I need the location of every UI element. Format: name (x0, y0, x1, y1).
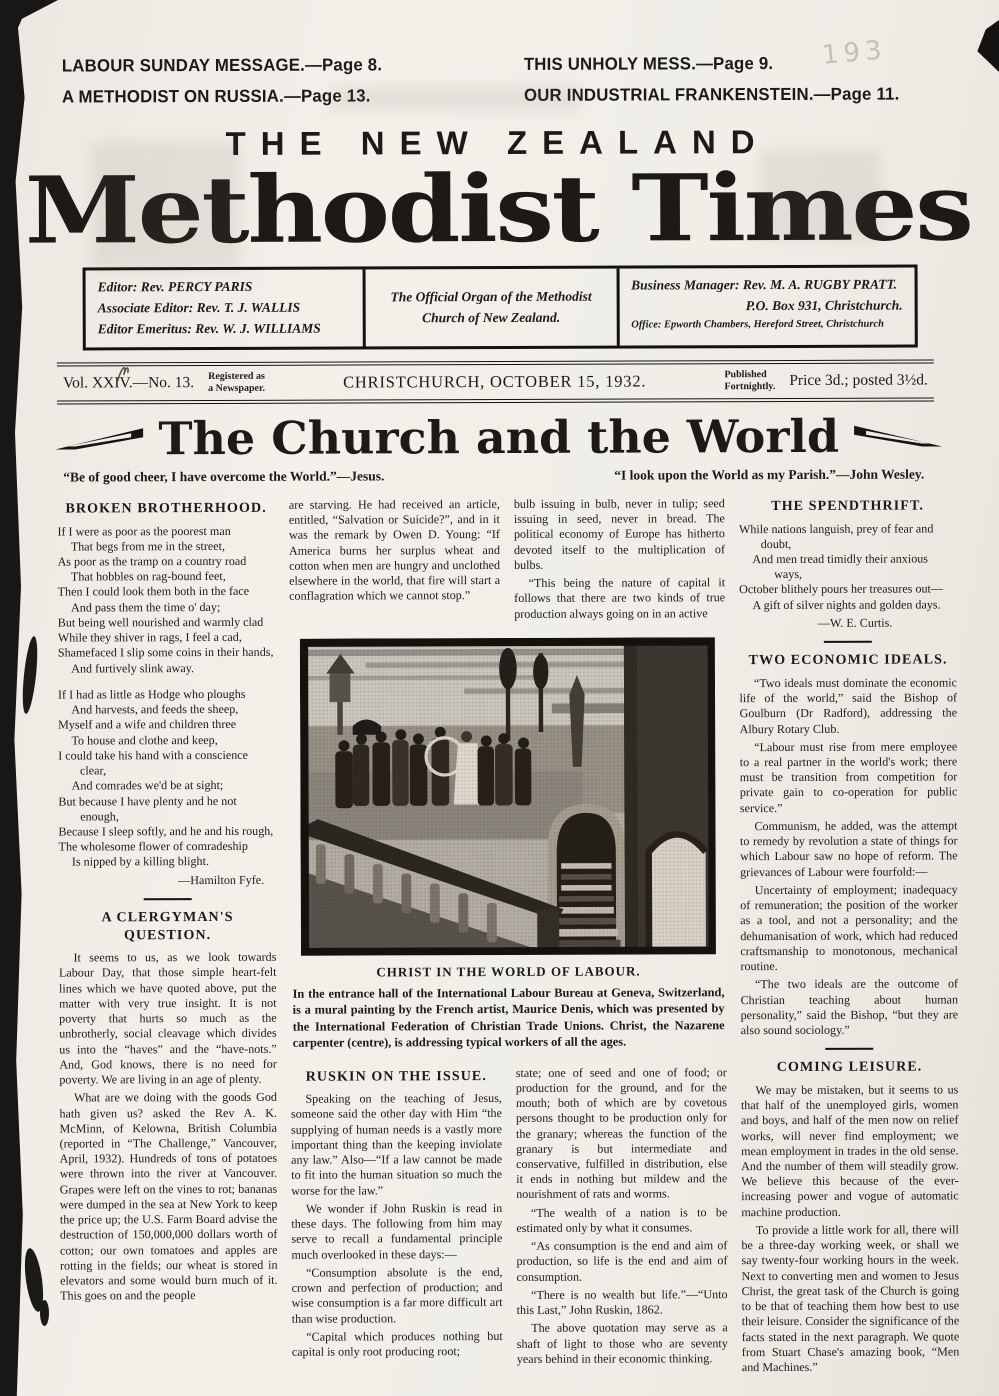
poem-line: Myself and a wife and children three (58, 717, 237, 732)
paragraph: “Labour must rise from mere employee to a real partner in the world's work; there must be transition from competition for private gain to co-operation for public service.” (739, 739, 958, 815)
section-header (0, 409, 998, 485)
article-coming-leisure (741, 1082, 960, 1375)
registered-note: Registered as a Newspaper. (208, 370, 266, 394)
editor-line: Associate Editor: Rev. T. J. WALLIS (97, 299, 301, 316)
business-cell (619, 268, 915, 346)
section-divider (825, 1048, 873, 1050)
poem-line: The wholesome flower of comradeship (58, 839, 248, 854)
poem-line: And men tread timidly their anxious ways, (752, 551, 929, 582)
dateline-bar (57, 359, 934, 404)
column-2-bottom (291, 1066, 503, 1380)
scan-blemish (40, 1300, 49, 1326)
editors-cell (86, 270, 364, 348)
poem-broken-brotherhood (57, 523, 276, 870)
article-title: A CLERGYMAN'S QUESTION. (101, 909, 234, 943)
ornament-left-icon (53, 426, 145, 452)
paragraph: “Capital which produces nothing but capital is only root producing root; (291, 1328, 503, 1359)
article-clergymans-question (59, 950, 278, 1304)
published-note: Published Fortnightly. (724, 368, 776, 393)
bleed-through-ghost (330, 86, 580, 110)
pen-mark (115, 362, 137, 382)
poem-title: THE SPENDTHRIFT. (771, 498, 924, 514)
paragraph: To provide a little work for all, there will be a three-day working week, or shall we say twenty-four working hours in the week. Next to converting men and women to Jesus Christ, the great task of the Church is going to be that of teaching them how best to use their leisure. Consider the significance of the facts stated in the next paragraph. We quote from Stuart Chase's amazing book, “Men and Machines.” (741, 1222, 960, 1375)
promo-headline: THIS UNHOLY MESS.—Page 9. (524, 53, 774, 74)
poem-line: While nations languish, prey of fear and doubt, (738, 521, 934, 551)
business-line: P.O. Box 931, Christchurch. (745, 297, 903, 314)
article-body (57, 495, 959, 1380)
poem-line: Shamefaced I slip some coins in their hands, (57, 645, 274, 660)
article-title: TWO ECONOMIC IDEALS. (748, 652, 948, 669)
article-title: COMING LEISURE. (776, 1059, 923, 1076)
poem-line: To house and clothe and keep, (71, 732, 218, 748)
poem-line: While they shiver in rags, I feel a cad, (57, 630, 242, 645)
poem-line: If I had as little as Hodge who ploughs (57, 686, 246, 702)
poem-line: That begs from me in the street, (70, 538, 225, 554)
editor-line: Editor: Rev. PERCY PARIS (97, 279, 253, 295)
editor-line: Editor Emeritus: Rev. W. J. WILLIAMS (97, 320, 321, 337)
article-two-economic-ideals (739, 675, 958, 1038)
promo-headline: A METHODIST ON RUSSIA.—Page 13. (61, 85, 371, 107)
poem-author: —W. E. Curtis. (817, 615, 893, 630)
poem-spendthrift (739, 521, 957, 613)
poem-line: But being well nourished and warmly clad (57, 614, 264, 630)
poem-line: As poor as the tramp on a country road (57, 553, 247, 569)
paragraph: state; one of seed and one of food; or production for the ground, and for the mouth; both of which are by covetous persons thought to be production only for the granary; whereas the function of the granary is but intermediate and conservative, fulfilled in distribution, else it ends in nothing but mildew and the nourishment of rats and worms. (515, 1064, 728, 1202)
place-and-date: CHRISTCHURCH, OCTOBER 15, 1932. (343, 371, 647, 392)
paragraph: “The two ideals are the outcome of Christian teaching about human personality,” said the Bishop, “but they are also sound sociology.” (740, 976, 959, 1038)
quote-right: “I look upon the World as my Parish.”—John Wesley. (614, 466, 925, 483)
poem-author: —Hamilton Fyfe. (178, 872, 265, 887)
poem-line: And harvests, and feeds the sheep, (71, 702, 239, 717)
business-line: Business Manager: Rev. M. A. RUGBY PRATT. (631, 276, 897, 293)
column-2-top (289, 497, 500, 635)
section-divider (824, 641, 872, 643)
official-organ-cell: The Official Organ of the Methodist Church of New Zealand. (363, 269, 619, 347)
poem-line: If I were as poor as the poorest man (57, 523, 231, 539)
paragraph: It seems to us, as we look towards Labour Day, that those simple heart-felt lines which we have quoted above, put the matter with very true insight. It is not poverty that hurts so much as the unbrotherly, social cleavage which divides us into the “haves” and the “have-nots.” And, God knows, there is no need for poverty. We are living in an age of plenty. (58, 949, 277, 1087)
poem-title: BROKEN BROTHERHOOD. (65, 500, 267, 517)
poem-line: A gift of silver nights and golden days. (752, 597, 941, 612)
section-divider (143, 898, 191, 900)
quote-left: “Be of good cheer, I have overcome the World.”—Jesus. (63, 468, 385, 485)
column-3-bottom (516, 1065, 728, 1379)
paragraph: “Two ideals must dominate the economic life of the world,” said the Bishop of Goulburn (Dr Radford), addressing the Albury Rotary Club. (739, 675, 958, 736)
bleed-through-ghost (92, 142, 240, 270)
poem-line (58, 676, 276, 688)
masthead-title: Methodist Times (24, 153, 972, 265)
paragraph: “As consumption is the end and aim of production, so life is the end and aim of consumption. (516, 1238, 728, 1284)
volume-number: Vol. XXIV.—No. 13. (63, 374, 194, 392)
column-3-top (514, 496, 725, 634)
paragraph: “The wealth of a nation is to be estimated only by what it consumes. (516, 1204, 728, 1235)
mural-photo (299, 637, 716, 956)
figure-caption-title: CHRIST IN THE WORLD OF LABOUR. (376, 963, 641, 980)
poem-line: I could take his hand with a conscience clear, (58, 747, 249, 778)
poem-line: And furtively slink away. (71, 660, 195, 676)
poem-line: And comrades we'd be at sight; (71, 778, 224, 793)
promo-headline: OUR INDUSTRIAL FRANKENSTEIN.—Page 11. (524, 83, 900, 105)
article-ruskin (291, 1091, 503, 1360)
paragraph: Communism, he added, was the attempt to remedy by revolution a state of things for which Labour saw no hope of reform. The grievances of Labour were fourfold:— (739, 818, 958, 879)
figure-block (289, 633, 726, 1066)
poem-line: Because I sleep softly, and he and his rough, (58, 823, 274, 839)
archive-page-number: 193 (821, 35, 889, 71)
poem-line: But because I have plenty and he not enough, (58, 793, 237, 824)
poem-line: October blithely pours her treasures out— (739, 581, 944, 597)
paragraph: We may be mistaken, but it seems to us that half of the unemployed girls, women and boys, and half of the men now on relief works, will never find employment; we mean employment in trades in the old sense. And the number of them will steadily grow. We believe this because of the ever-increasing power and vogue of automatic machine production. (740, 1082, 959, 1219)
column-4 (739, 495, 960, 1378)
staff-info-box (83, 265, 918, 351)
column-1 (57, 498, 278, 1381)
paragraph: “This being the nature of capital it follows that there are two kinds of true production always going on in an active (514, 575, 726, 621)
business-line: Office: Epworth Chambers, Hereford Street, Christchurch (631, 318, 884, 331)
poem-line: That hobbles on rag-bound feet, (70, 569, 226, 584)
paragraph: What are we doing with the goods God hath given us? asked the Rev A. K. McMinn, of Kelowna, British Columbia (reported in “The Challenge,” Vancouver, April, 1932). Hundreds of tons of potatoes were thrown into the river at Vancouver. Grapes were left on the vines to rot; bananas were dumped in the sea at New York to keep the price up; the U.S. Farm Board advise the destruction of 150,000,000 dollars worth of cotton; our own tomatoes and apples are rotting in the fields; our wheat is stored in elevators and some would burn much of it. This goes on and the people (59, 1090, 278, 1303)
paragraph: are starving. He had received an article, entitled, “Salvation or Suicide?”, and in it was the remark by Owen D. Young: “If America burns her surplus wheat and cotton when men are hungry and unclothed elsewhere in the world, that fire will start a conflagration which we cannot stop.” (288, 496, 501, 604)
masthead-kicker: THE NEW ZEALAND (225, 123, 770, 162)
paragraph: Uncertainty of employment; inadequacy of remuneration; the position of the worker as a tool, and not a personality; and the dehumanisation of work, which had reduced craftsmanship to monotonous, mechanical routine. (740, 882, 958, 974)
paragraph: “There is no wealth but life.”—“Unto this Last,” John Ruskin, 1862. (516, 1287, 728, 1318)
section-title: The Church and the World (158, 409, 839, 466)
paragraph: We wonder if John Ruskin is read in these days. The following from him may serve to recall a fundamental principle much overlooked in these days:— (291, 1200, 503, 1262)
bleed-through-ghost (760, 150, 880, 240)
poem-line: Is nipped by a killing blight. (71, 854, 209, 869)
ornament-right-icon (852, 423, 944, 449)
paragraph: Speaking on the teaching of Jesus, someone said the other day with Him “the supplying of human needs is a vastly more important thing than the keeping inviolate any law.” Also—“If a law cannot be made to fit into the human situation so much the worse for the law.” (290, 1091, 503, 1198)
paragraph: “Consumption absolute is the end, crown and perfection of production; and wise consumption is a far more difficult art than wise production. (291, 1264, 503, 1326)
paragraph: bulb issuing in bulb, never in tulip; seed issuing in seed, never in bread. The political economy of Europe has hitherto devoted itself to the multiplication of bulbs. (513, 496, 726, 572)
article-title: RUSKIN ON THE ISSUE. (305, 1068, 487, 1085)
figure-caption: In the entrance hall of the International Labour Bureau at Geneva, Switzerland, is a mural painting by the French artist, Maurice Denis, which was presented by the International Federation of Christian Trade Unions. Christ, the Nazarene carpenter (centre), is addressing typical workers of all the ages. (292, 985, 725, 1050)
poem-line: And pass them the time o' day; (70, 599, 221, 615)
poem-line: Then I could look them both in the face (57, 584, 250, 600)
paragraph: The above quotation may serve as a shaft of light to those who are seventy years behind in their economic thinking. (516, 1320, 728, 1366)
promo-headline: LABOUR SUNDAY MESSAGE.—Page 8. (61, 54, 383, 76)
price: Price 3d.; posted 3½d. (789, 371, 928, 389)
